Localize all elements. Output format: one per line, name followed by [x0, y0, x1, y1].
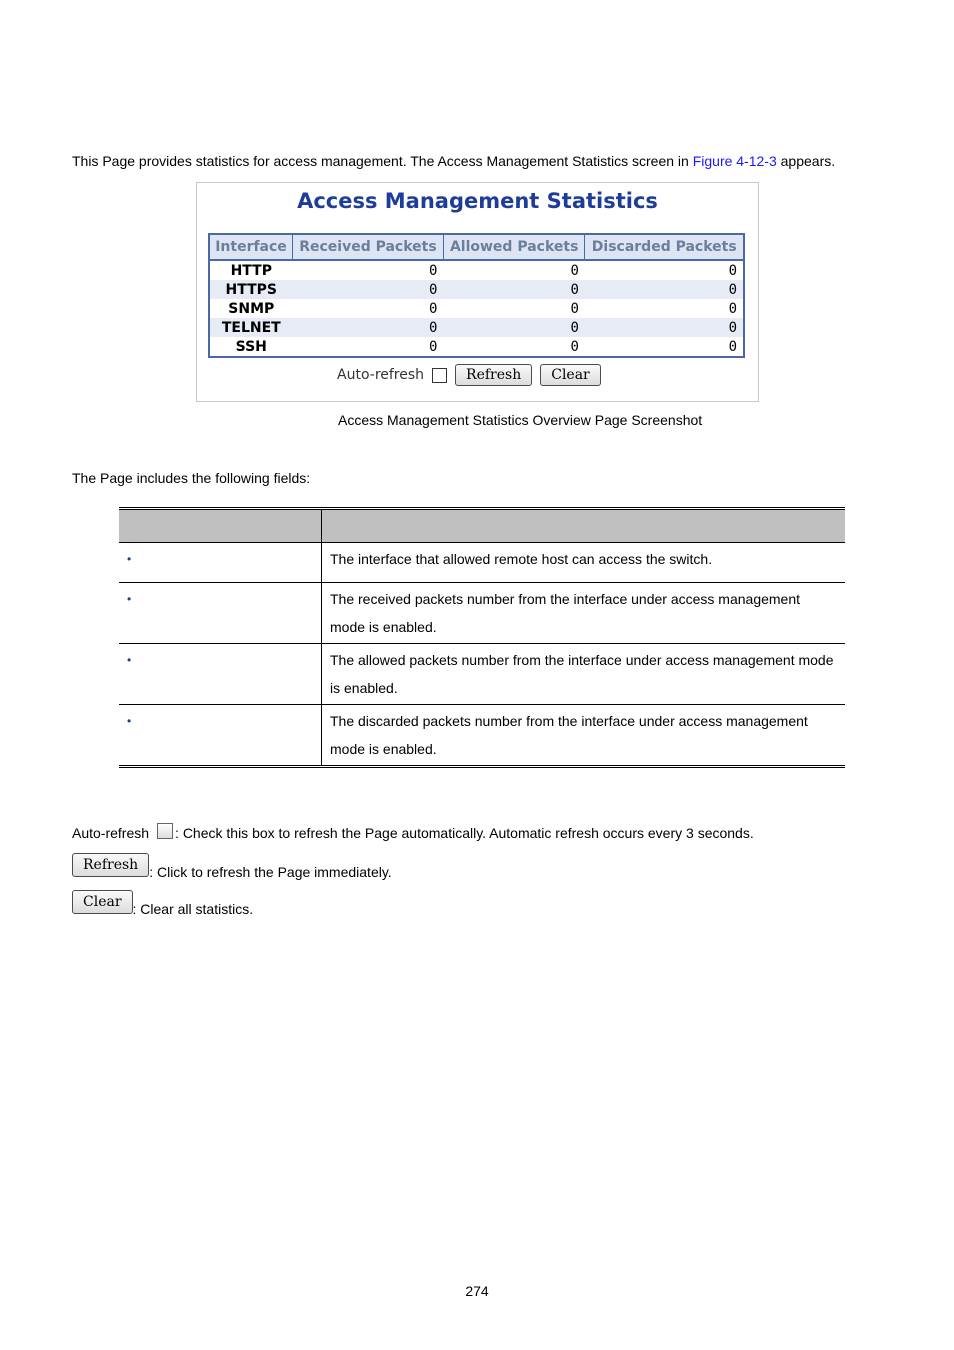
field-object-cell	[119, 543, 322, 583]
allowed-cell: 0	[443, 318, 585, 337]
clear-button-icon: Clear	[72, 890, 133, 914]
table-row	[209, 260, 744, 280]
table-row	[209, 299, 744, 318]
field-description: The received packets number from the interface under access management mode is enabled.	[322, 583, 846, 644]
interface-cell: SSH	[235, 338, 267, 355]
checkbox-icon	[157, 823, 173, 839]
bullet-icon: •	[127, 653, 132, 667]
discarded-cell: 0	[728, 338, 737, 355]
figure-caption: Access Management Statistics Overview Page Screenshot	[338, 412, 703, 428]
table-row	[119, 705, 845, 767]
intro-text-before: This Page provides statistics for access management. The Access Management Statistics screen in	[72, 153, 693, 169]
table-row	[209, 318, 744, 337]
received-cell: 0	[293, 280, 444, 299]
interface-cell: HTTP	[230, 262, 272, 279]
refresh-help-text: : Click to refresh the Page immediately.	[149, 864, 392, 880]
fields-table	[119, 507, 845, 768]
field-object-cell	[119, 705, 322, 767]
statistics-table	[208, 233, 745, 358]
received-cell: 0	[293, 318, 444, 337]
fields-header-row	[119, 509, 845, 543]
table-row	[119, 583, 845, 644]
fields-intro: The Page includes the following fields:	[72, 470, 311, 486]
received-cell: 0	[428, 262, 438, 279]
table-row	[209, 337, 744, 357]
fields-header-object	[119, 509, 322, 543]
intro-text-after: appears.	[776, 153, 836, 169]
clear-help	[72, 887, 253, 917]
field-description: The discarded packets number from the interface under access management mode is enabled.	[322, 705, 846, 767]
table-row	[119, 543, 845, 583]
bullet-icon: •	[127, 552, 132, 566]
column-header-discarded: Discarded Packets	[585, 234, 744, 260]
field-object-cell	[119, 583, 322, 644]
column-header-interface: Interface	[209, 234, 293, 260]
screenshot-title: Access Management Statistics	[297, 189, 658, 213]
discarded-cell: 0	[728, 262, 737, 279]
figure-link[interactable]: Figure 4-12-3	[692, 153, 777, 169]
auto-refresh-label: Auto-refresh	[337, 367, 425, 383]
allowed-cell: 0	[570, 338, 579, 355]
interface-cell: SNMP	[228, 300, 275, 317]
field-object-cell	[119, 644, 322, 705]
discarded-cell: 0	[585, 280, 744, 299]
refresh-button-icon: Refresh	[72, 853, 149, 877]
auto-refresh-checkbox[interactable]	[432, 368, 447, 383]
allowed-cell: 0	[570, 300, 579, 317]
clear-button[interactable]: Clear	[540, 364, 601, 386]
auto-refresh-help	[72, 823, 754, 843]
auto-refresh-help-text: : Check this box to refresh the Page automatically. Automatic refresh occurs every 3 seconds.	[175, 825, 754, 841]
received-cell: 0	[428, 338, 438, 355]
table-row	[119, 644, 845, 705]
field-description: The interface that allowed remote host can access the switch.	[322, 543, 846, 583]
screenshot-frame	[196, 182, 759, 402]
interface-cell: HTTPS	[209, 280, 293, 299]
column-header-allowed: Allowed Packets	[443, 234, 585, 260]
field-description: The allowed packets number from the interface under access management mode is enabled.	[322, 644, 846, 705]
page-number: 274	[465, 1283, 489, 1299]
table-row	[209, 280, 744, 299]
received-cell: 0	[428, 300, 438, 317]
allowed-cell: 0	[443, 280, 585, 299]
interface-cell: TELNET	[209, 318, 293, 337]
auto-refresh-help-label: Auto-refresh	[72, 825, 150, 841]
fields-header-description	[322, 509, 846, 543]
discarded-cell: 0	[728, 300, 737, 317]
discarded-cell: 0	[585, 318, 744, 337]
screenshot-controls	[337, 364, 601, 386]
clear-help-text: : Clear all statistics.	[132, 901, 254, 917]
statistics-header-row	[209, 234, 744, 260]
refresh-help	[72, 850, 392, 880]
bullet-icon: •	[127, 714, 132, 728]
refresh-button[interactable]: Refresh	[455, 364, 532, 386]
allowed-cell: 0	[570, 262, 579, 279]
intro-paragraph	[72, 153, 835, 169]
bullet-icon: •	[127, 592, 132, 606]
column-header-received: Received Packets	[293, 234, 444, 260]
